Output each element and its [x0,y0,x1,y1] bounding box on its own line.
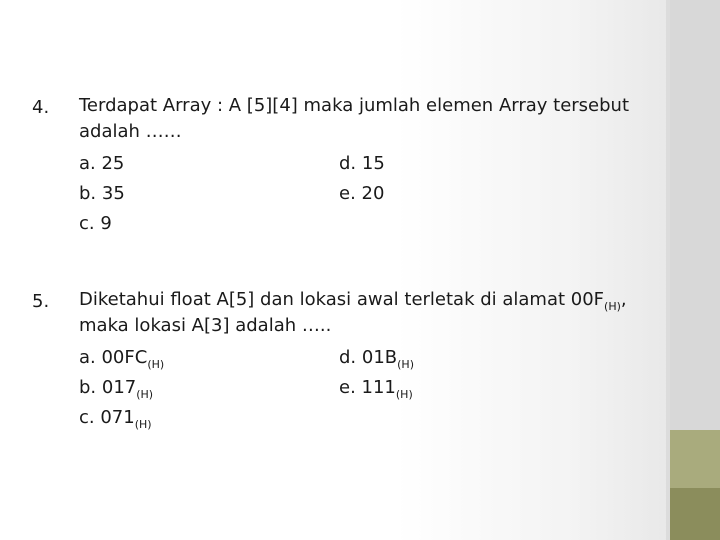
hex-subscript: (H) [604,300,621,313]
option-row [79,179,679,209]
option-a: a. 25 [79,153,125,174]
question-stem-line1-tail: , [620,289,627,310]
option-c [79,403,152,433]
option-c: c. 9 [79,213,112,234]
question-body [79,287,679,433]
answer-options [79,343,679,433]
question-stem-line2: maka lokasi A[3] adalah ….. [79,315,332,336]
hex-subscript: (H) [395,388,413,401]
option-row [79,403,679,433]
question-number: 5. [32,291,50,312]
hex-subscript: (H) [147,358,165,371]
option-d-text: d. 01B [339,347,398,368]
option-d: d. 15 [339,153,385,174]
question-stem-line1: Terdapat Array : A [5][4] maka jumlah elemen Array tersebut [79,95,630,116]
option-row [79,209,679,239]
question-stem-line1 [79,289,627,313]
question-number: 4. [32,97,50,118]
hex-subscript: (H) [134,418,152,431]
option-b: b. 35 [79,183,125,204]
option-a [79,343,164,373]
option-e [339,373,413,403]
option-b-text: b. 017 [79,377,137,398]
decor-band-olive-light [670,430,720,488]
option-b [79,373,153,403]
question-stem [79,287,679,339]
question-stem [79,93,679,145]
decor-band-olive-dark [670,488,720,540]
hex-subscript: (H) [136,388,154,401]
option-e-text: e. 111 [339,377,396,398]
question-stem-line1-text: Diketahui float A[5] dan lokasi awal terletak di alamat 00F [79,289,605,310]
option-d [339,343,414,373]
option-row [79,373,679,403]
option-e: e. 20 [339,183,385,204]
hex-subscript: (H) [397,358,414,371]
option-row [79,343,679,373]
option-a-text: a. 00FC [79,347,148,368]
option-row [79,149,679,179]
question-stem-line2: adalah …… [79,121,182,142]
question-body [79,93,679,239]
answer-options [79,149,679,239]
option-c-text: c. 071 [79,407,135,428]
